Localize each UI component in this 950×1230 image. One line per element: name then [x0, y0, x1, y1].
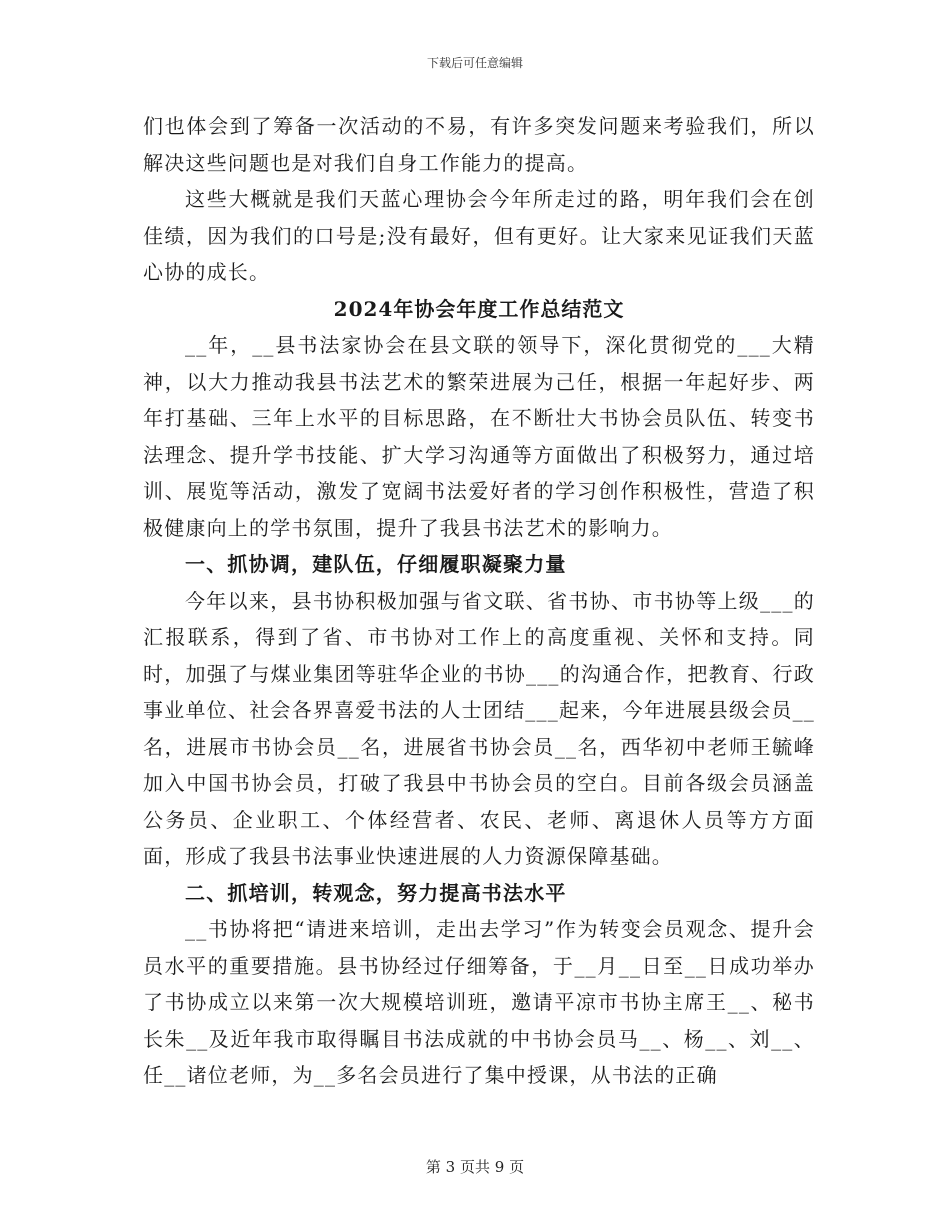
- section-heading-2: 二、抓培训，转观念，努力提高书法水平: [185, 880, 567, 905]
- page-header-note: 下载后可任意编辑: [426, 56, 523, 70]
- page-number: 第 3 页共 9 页: [425, 1158, 525, 1176]
- section-1-text: 今年以来，县书协积极加强与省文联、省书协、市书协等上级___的汇报联系，得到了省、市书协对工作上的高度重视、关怀和支持。同时，加强了与煤业集团等驻华企业的书协___的沟通合作，把教育、行政事业单位、社会各界喜爱书法的人士团结___起来，今年进展县级会员__名，进展市书协会员__名，进展省书协会员__名，西华初中老师王毓峰加入中国书协会员，打破了我县中书协会员的空白。目前各级会员涵盖公务员、企业职工、个体经营者、农民、老师、离退休人员等方方面面，形成了我县书法事业快速进展的人力资源保障基础。: [143, 588, 815, 868]
- section-2-text: __书协将把“请进来培训，走出去学习”作为转变会员观念、提升会员水平的重要措施。县书协经过仔细筹备，于__月__日至__日成功举办了书协成立以来第一次大规模培训班，邀请平凉市书协主席王__、秘书长朱__及近年我市取得瞩目书法成就的中书协会员马__、杨__、刘__、任__诸位老师，为__多名会员进行了集中授课，从书法的正确: [143, 917, 815, 1087]
- paragraph-continuation: 们也体会到了筹备一次活动的不易，有许多突发问题来考验我们，所以解决这些问题也是对我们自身工作能力的提高。: [143, 114, 815, 175]
- document-title: 2024年协会年度工作总结范文: [333, 296, 625, 321]
- document-body: [143, 108, 815, 1094]
- paragraph-closing: 这些大概就是我们天蓝心理协会今年所走过的路，明年我们会在创佳绩，因为我们的口号是;没有最好，但有更好。让大家来见证我们天蓝心协的成长。: [143, 187, 815, 284]
- paragraph-intro: __年，__县书法家协会在县文联的领导下，深化贯彻党的___大精神，以大力推动我县书法艺术的繁荣进展为己任，根据一年起好步、两年打基础、三年上水平的目标思路，在不断壮大书协会员队伍、转变书法理念、提升学书技能、扩大学习沟通等方面做出了积极努力，通过培训、展览等活动，激发了宽阔书法爱好者的学习创作积极性，营造了积极健康向上的学书氛围，提升了我县书法艺术的影响力。: [143, 333, 815, 540]
- section-heading-1: 一、抓协调，建队伍，仔细履职凝聚力量: [185, 552, 567, 576]
